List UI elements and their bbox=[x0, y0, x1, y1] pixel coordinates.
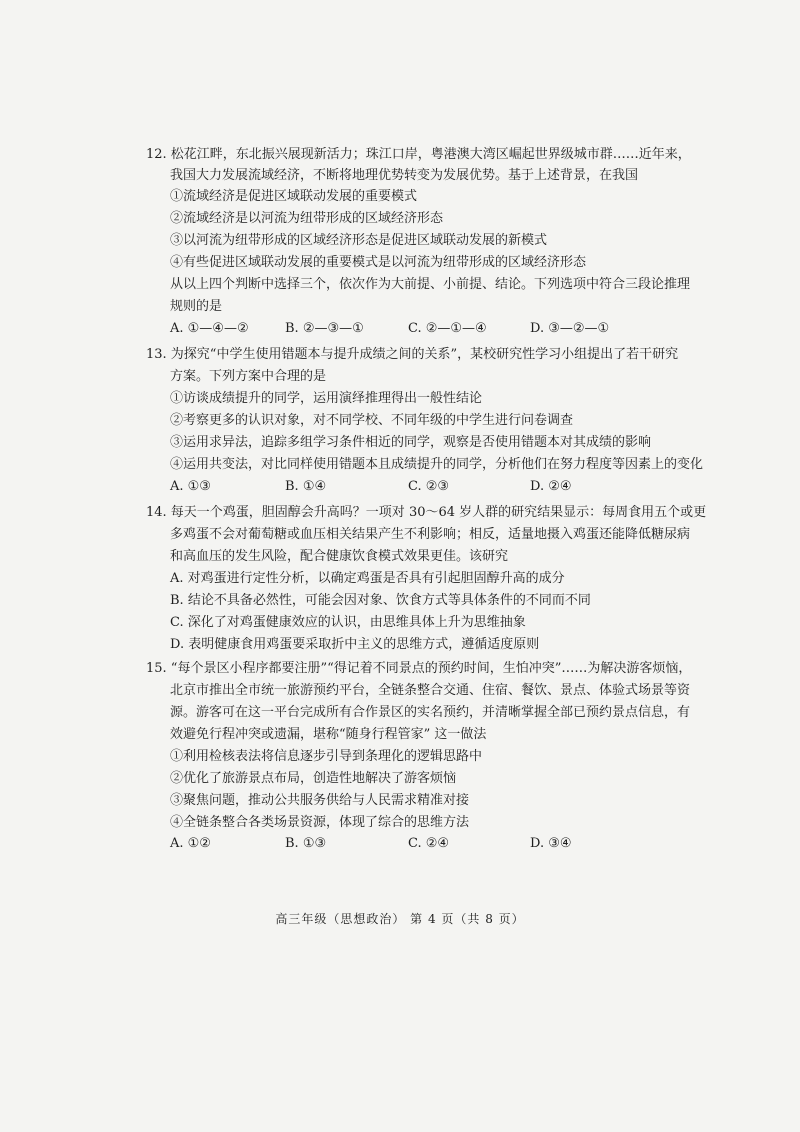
q15-option-c: C. ②④ bbox=[408, 836, 450, 851]
q12-stem-line-2: 我国大力发展流域经济，不断将地理优势转变为发展优势。基于上述背景，在我国 bbox=[170, 168, 639, 183]
q12-option-d: D. ③—②—① bbox=[530, 321, 610, 336]
q15-stem-line-2: 北京市推出全市统一旅游预约平台，全链条整合交通、住宿、餐饮、景点、体验式场景等资 bbox=[170, 683, 691, 698]
q14-stem-line-1: 14. 每天一个鸡蛋，胆固醇会升高吗？一项对 30～64 岁人群的研究结果显示：每周食用五个或更 bbox=[146, 505, 707, 520]
q14-stem-line-2: 多鸡蛋不会对葡萄糖或血压相关结果产生不利影响；相反，适量地摄入鸡蛋还能降低糖尿病 bbox=[170, 527, 691, 542]
q15-option-a: A. ①② bbox=[170, 836, 211, 851]
q14-option-d: D. 表明健康食用鸡蛋要采取折中主义的思维方式，遵循适度原则 bbox=[170, 637, 540, 652]
q13-option-b: B. ①④ bbox=[285, 479, 327, 494]
q14-option-c: C. 深化了对鸡蛋健康效应的认识，由思维具体上升为思维抽象 bbox=[170, 615, 526, 630]
q14-option-a: A. 对鸡蛋进行定性分析，以确定鸡蛋是否具有引起胆固醇升高的成分 bbox=[170, 571, 565, 586]
q13-option-a: A. ①③ bbox=[170, 479, 211, 494]
q13-statement-1: ①访谈成绩提升的同学，运用演绎推理得出一般性结论 bbox=[170, 391, 483, 406]
q15-stem-line-1: 15. “每个景区小程序都要注册”“得记着不同景点的预约时间，生怕冲突”……为解决游客烦恼， bbox=[146, 661, 692, 676]
q12-option-a: A. ①—④—② bbox=[170, 321, 249, 336]
q12-stem-line-1: 12. 松花江畔，东北振兴展现新活力；珠江口岸，粤港澳大湾区崛起世界级城市群……近年来， bbox=[146, 147, 691, 162]
q13-stem-line-1: 13. 为探究“中学生使用错题本与提升成绩之间的关系”，某校研究性学习小组提出了若干研究 bbox=[146, 347, 679, 362]
page-footer: 高三年级（思想政治） 第 4 页（共 8 页） bbox=[275, 912, 525, 926]
q15-stem-line-4: 效避免行程冲突或遗漏，堪称“随身行程管家” 这一做法 bbox=[170, 727, 487, 742]
q15-statement-4: ④全链条整合各类场景资源，体现了综合的思维方法 bbox=[170, 815, 470, 830]
q15-option-d: D. ③④ bbox=[530, 836, 572, 851]
q15-statement-2: ②优化了旅游景点布局，创造性地解决了游客烦恼 bbox=[170, 771, 457, 786]
q13-option-d: D. ②④ bbox=[530, 479, 572, 494]
q14-stem-line-3: 和高血压的发生风险，配合健康饮食模式效果更佳。该研究 bbox=[170, 549, 509, 564]
q13-stem-line-2: 方案。下列方案中合理的是 bbox=[170, 369, 327, 384]
q13-statement-4: ④运用共变法，对比同样使用错题本且成绩提升的同学，分析他们在努力程度等因素上的变化 bbox=[170, 457, 704, 472]
q15-statement-3: ③聚焦问题，推动公共服务供给与人民需求精准对接 bbox=[170, 793, 470, 808]
q13-statement-3: ③运用求异法，追踪多组学习条件相近的同学，观察是否使用错题本对其成绩的影响 bbox=[170, 435, 652, 450]
q12-stem-line-3: 从以上四个判断中选择三个，依次作为大前提、小前提、结论。下列选项中符合三段论推理 bbox=[170, 277, 691, 292]
q13-statement-2: ②考察更多的认识对象，对不同学校、不同年级的中学生进行问卷调查 bbox=[170, 413, 574, 428]
q12-option-c: C. ②—①—④ bbox=[408, 321, 487, 336]
q15-statement-1: ①利用检核表法将信息逐步引导到条理化的逻辑思路中 bbox=[170, 749, 483, 764]
q12-statement-4: ④有些促进区域联动发展的重要模式是以河流为纽带形成的区域经济形态 bbox=[170, 255, 587, 270]
q15-option-b: B. ①③ bbox=[285, 836, 327, 851]
q14-option-b: B. 结论不具备必然性，可能会因对象、饮食方式等具体条件的不同而不同 bbox=[170, 593, 591, 608]
q13-option-c: C. ②③ bbox=[408, 479, 450, 494]
q12-statement-2: ②流域经济是以河流为纽带形成的区域经济形态 bbox=[170, 211, 444, 226]
q15-stem-line-3: 源。游客可在这一平台完成所有合作景区的实名预约，并清晰掌握全部已预约景点信息，有 bbox=[170, 705, 691, 720]
q12-option-b: B. ②—③—① bbox=[285, 321, 364, 336]
q12-stem-line-4: 规则的是 bbox=[170, 299, 223, 314]
q12-statement-1: ①流域经济是促进区域联动发展的重要模式 bbox=[170, 189, 418, 204]
q12-statement-3: ③以河流为纽带形成的区域经济形态是促进区域联动发展的新模式 bbox=[170, 233, 548, 248]
